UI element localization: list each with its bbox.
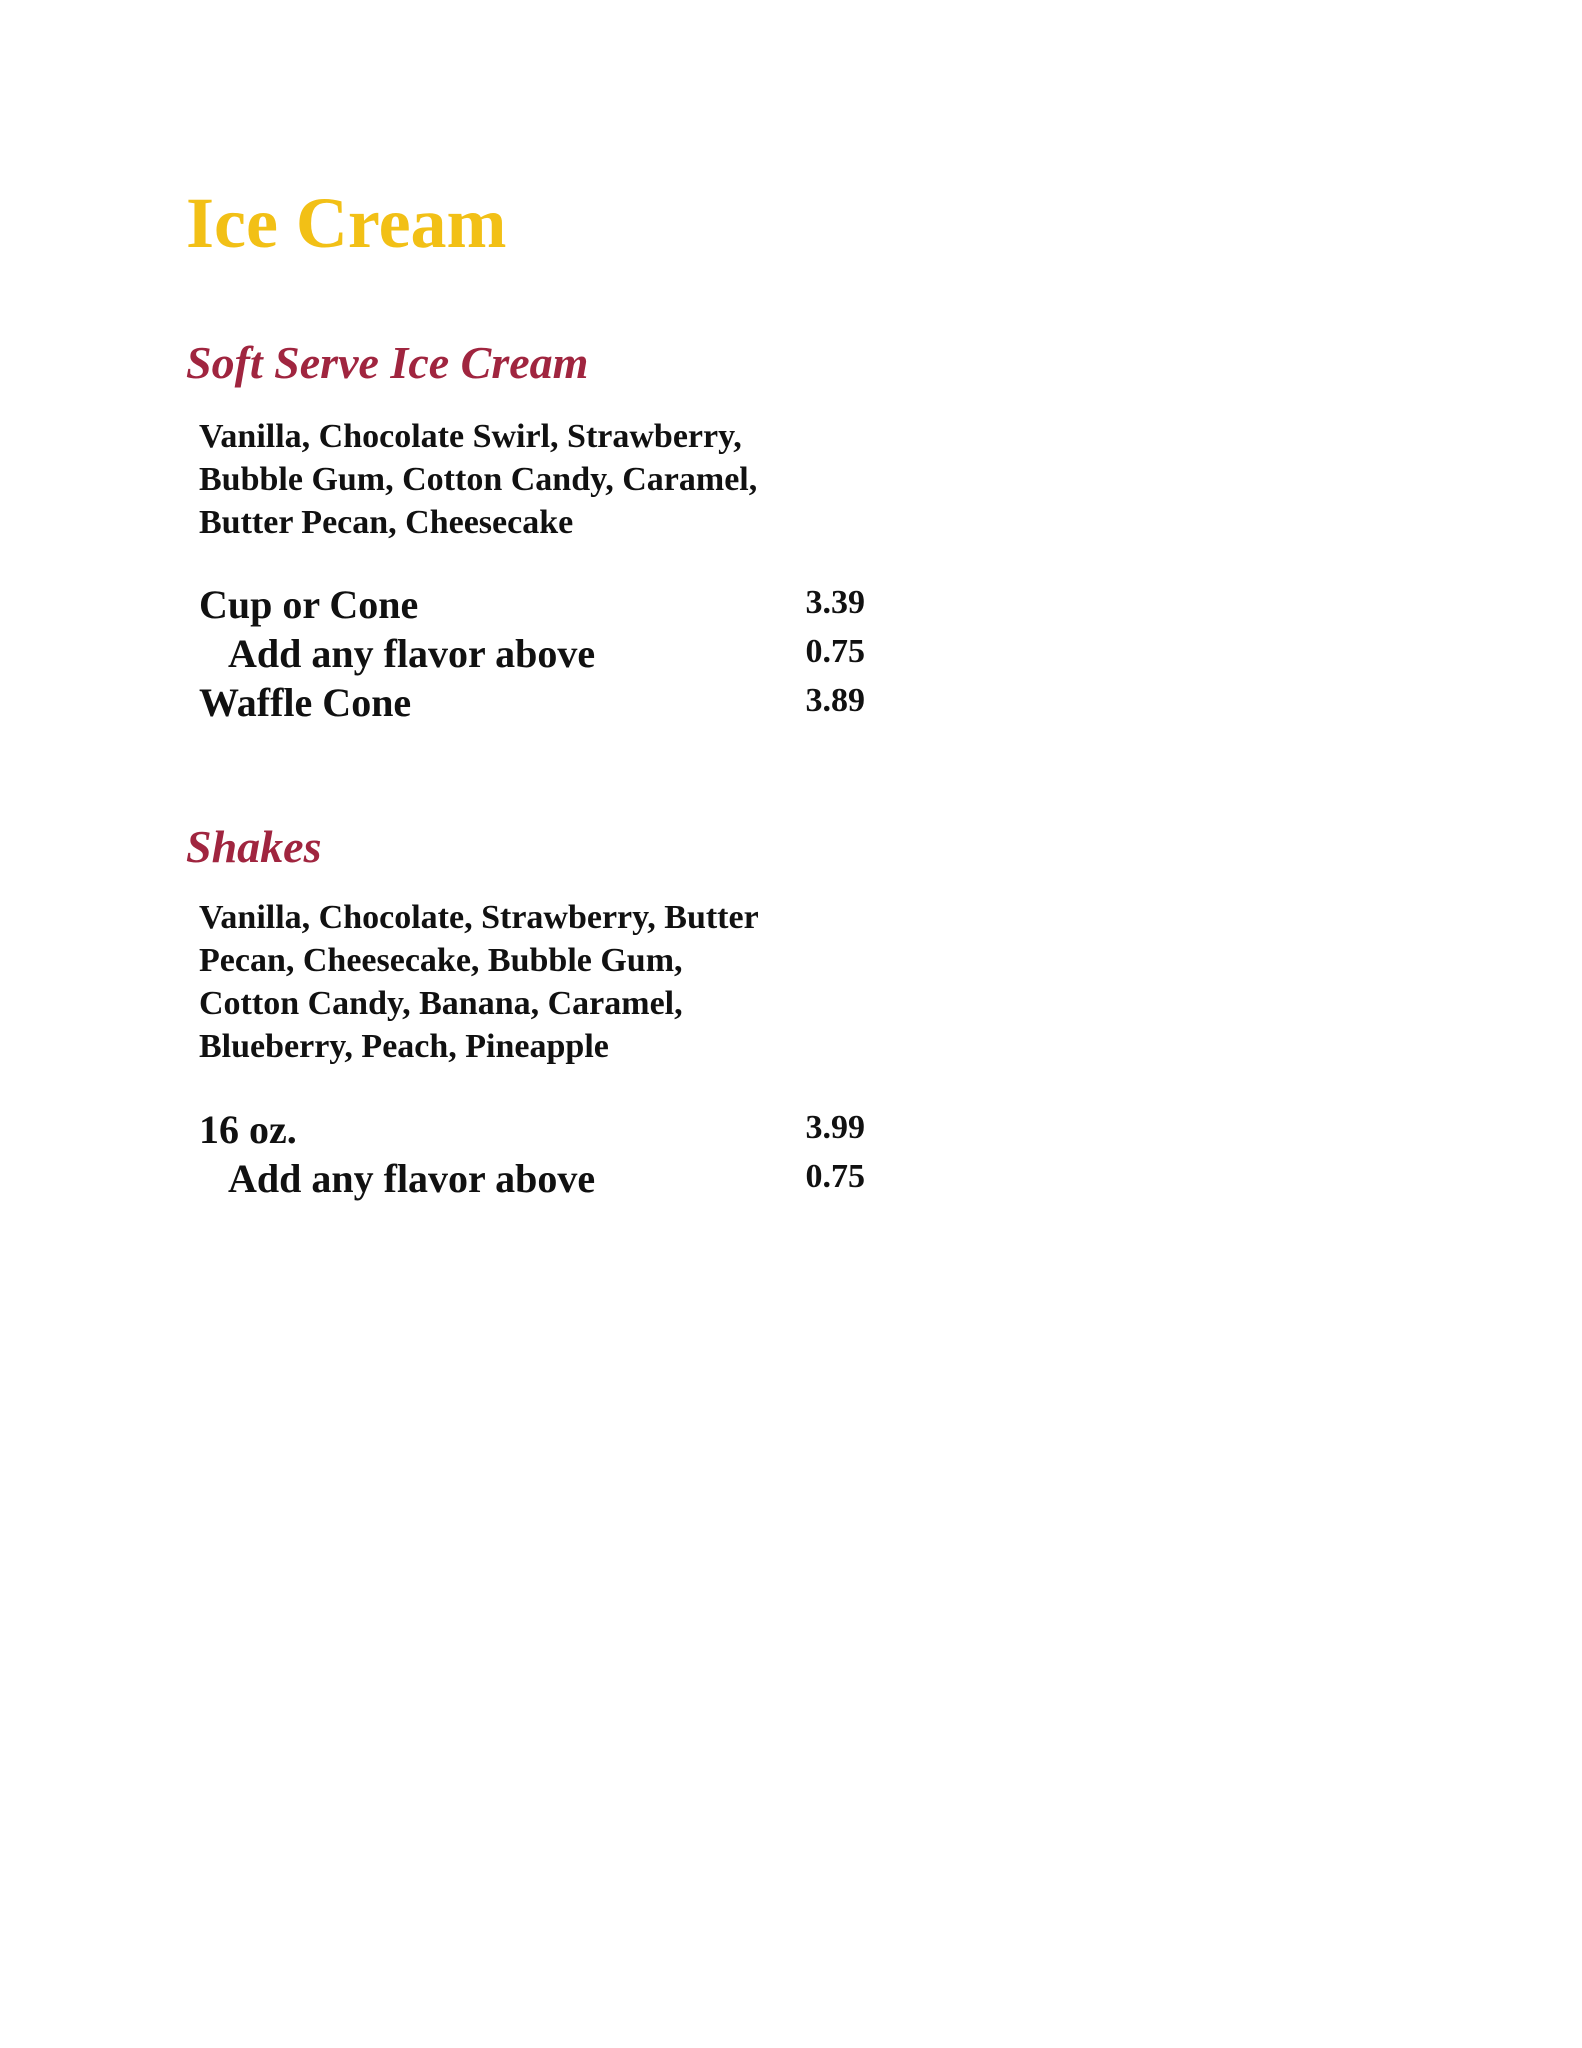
flavor-line: Cotton Candy, Banana, Caramel,	[199, 985, 683, 1022]
price-list-soft-serve	[199, 582, 865, 734]
menu-item-cup-or-cone	[199, 582, 865, 636]
flavor-line: Pecan, Cheesecake, Bubble Gum,	[199, 942, 683, 979]
page-title: Ice Cream	[186, 183, 507, 263]
item-price: 3.89	[805, 682, 865, 719]
menu-item-add-flavor	[199, 631, 865, 685]
item-name: 16 oz.	[199, 1107, 297, 1152]
menu-item-add-flavor	[199, 1156, 865, 1210]
item-name: Add any flavor above	[228, 631, 596, 676]
section-heading-soft-serve: Soft Serve Ice Cream	[186, 337, 589, 388]
flavor-line: Vanilla, Chocolate Swirl, Strawberry,	[199, 418, 742, 455]
price-list-shakes	[199, 1107, 865, 1210]
menu-item-16-oz	[199, 1107, 865, 1161]
section-heading-shakes: Shakes	[186, 821, 322, 872]
menu-item-waffle-cone	[199, 680, 865, 734]
flavor-list-shakes	[199, 896, 759, 1068]
item-price: 0.75	[805, 633, 865, 670]
item-name: Waffle Cone	[199, 680, 412, 725]
item-name: Cup or Cone	[199, 582, 419, 627]
flavor-line: Vanilla, Chocolate, Strawberry, Butter	[199, 899, 759, 936]
item-price: 0.75	[805, 1158, 865, 1195]
flavor-list-soft-serve	[199, 415, 757, 544]
item-price: 3.39	[805, 584, 865, 621]
flavor-line: Butter Pecan, Cheesecake	[199, 504, 574, 541]
flavor-line: Blueberry, Peach, Pineapple	[199, 1028, 609, 1065]
item-price: 3.99	[805, 1109, 865, 1146]
item-name: Add any flavor above	[228, 1156, 596, 1201]
flavor-line: Bubble Gum, Cotton Candy, Caramel,	[199, 461, 758, 498]
